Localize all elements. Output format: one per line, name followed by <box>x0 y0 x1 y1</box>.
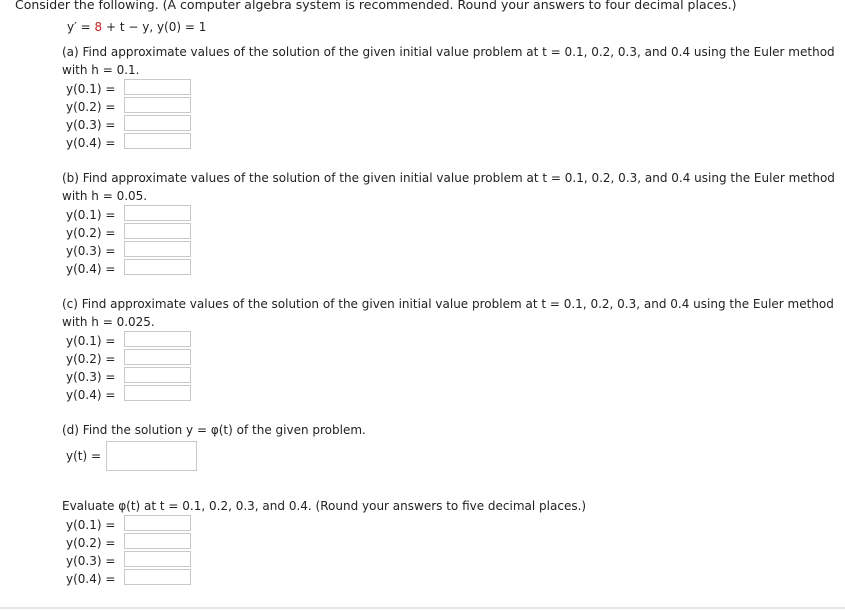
part-b-row-2 <box>66 224 124 241</box>
answer-label: y(0.2) = <box>66 535 116 550</box>
part-b-row-3 <box>66 242 124 259</box>
answer-label: y(0.4) = <box>66 261 116 276</box>
part-c-line2: with h = 0.025. <box>62 315 155 329</box>
answer-label: y(0.2) = <box>66 351 116 366</box>
equation-coefficient: 8 <box>94 20 103 34</box>
part-b-row-1 <box>66 206 124 223</box>
solution-label: y(t) = <box>66 449 102 463</box>
answer-label: y(0.1) = <box>66 517 116 532</box>
eval-row-4 <box>66 570 124 587</box>
part-c-row-1 <box>66 332 124 349</box>
answer-input[interactable] <box>124 515 191 531</box>
answer-label: y(0.2) = <box>66 99 116 114</box>
answer-input[interactable] <box>124 133 191 149</box>
answer-label: y(0.4) = <box>66 135 116 150</box>
equation-lhs: y′ = <box>67 20 95 34</box>
part-a-row-2 <box>66 98 124 115</box>
solution-row <box>66 442 106 470</box>
bottom-divider <box>0 607 845 609</box>
answer-input[interactable] <box>124 79 191 95</box>
answer-label: y(0.1) = <box>66 333 116 348</box>
part-a-row-4 <box>66 134 124 151</box>
intro-text: Consider the following. (A computer algebra system is recommended. Round your answers to four decimal places.) <box>15 0 737 12</box>
part-c-text <box>62 295 834 331</box>
answer-label: y(0.4) = <box>66 387 116 402</box>
part-b-line1: (b) Find approximate values of the solution of the given initial value problem at t = 0.1, 0.2, 0.3, and 0.4 using the Euler method <box>62 171 835 185</box>
answer-input[interactable] <box>124 115 191 131</box>
eval-row-1 <box>66 516 124 533</box>
answer-input[interactable] <box>124 385 191 401</box>
part-a-line1: (a) Find approximate values of the solution of the given initial value problem at t = 0.1, 0.2, 0.3, and 0.4 using the Euler method <box>62 45 835 59</box>
part-c-row-3 <box>66 368 124 385</box>
answer-label: y(0.3) = <box>66 553 116 568</box>
answer-input[interactable] <box>124 349 191 365</box>
part-a-row-1 <box>66 80 124 97</box>
evaluate-text: Evaluate φ(t) at t = 0.1, 0.2, 0.3, and 0.4. (Round your answers to five decimal places.) <box>62 499 587 513</box>
solution-input[interactable] <box>106 441 197 471</box>
part-c-row-2 <box>66 350 124 367</box>
part-b-row-4 <box>66 260 124 277</box>
answer-input[interactable] <box>124 551 191 567</box>
differential-equation <box>67 20 206 34</box>
answer-input[interactable] <box>124 205 191 221</box>
answer-label: y(0.3) = <box>66 243 116 258</box>
part-b-line2: with h = 0.05. <box>62 189 148 203</box>
answer-label: y(0.3) = <box>66 369 116 384</box>
answer-input[interactable] <box>124 97 191 113</box>
answer-input[interactable] <box>124 569 191 585</box>
answer-input[interactable] <box>124 259 191 275</box>
part-c-row-4 <box>66 386 124 403</box>
answer-input[interactable] <box>124 241 191 257</box>
part-d-text: (d) Find the solution y = φ(t) of the given problem. <box>62 423 366 437</box>
answer-label: y(0.1) = <box>66 81 116 96</box>
answer-label: y(0.1) = <box>66 207 116 222</box>
eval-row-2 <box>66 534 124 551</box>
part-b-text <box>62 169 835 205</box>
part-a-text <box>62 43 835 79</box>
equation-rest: + t − y, y(0) = 1 <box>102 20 207 34</box>
answer-input[interactable] <box>124 223 191 239</box>
part-a-row-3 <box>66 116 124 133</box>
part-c-line1: (c) Find approximate values of the solution of the given initial value problem at t = 0.1, 0.2, 0.3, and 0.4 using the Euler method <box>62 297 834 311</box>
part-a-line2: with h = 0.1. <box>62 63 140 77</box>
eval-row-3 <box>66 552 124 569</box>
answer-input[interactable] <box>124 533 191 549</box>
answer-input[interactable] <box>124 331 191 347</box>
answer-input[interactable] <box>124 367 191 383</box>
answer-label: y(0.2) = <box>66 225 116 240</box>
answer-label: y(0.3) = <box>66 117 116 132</box>
answer-label: y(0.4) = <box>66 571 116 586</box>
